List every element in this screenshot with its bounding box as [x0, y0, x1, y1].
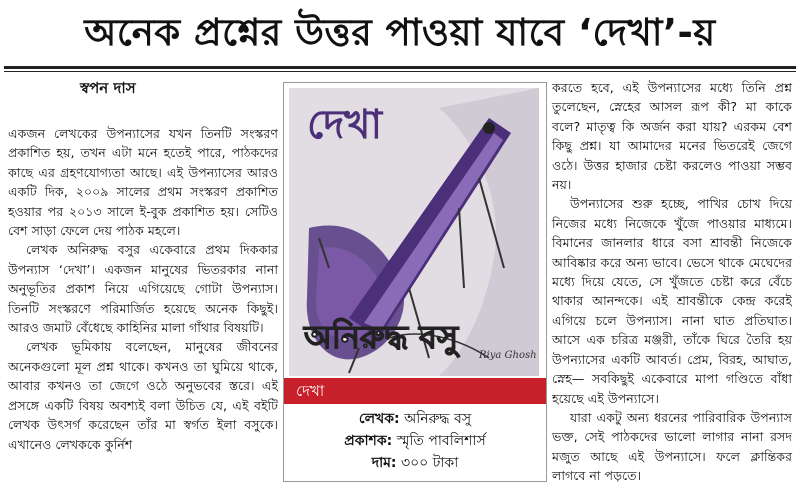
- headline-rule-thin: [4, 71, 796, 72]
- author-value: অনিরুদ্ধ বসু: [404, 411, 472, 427]
- price-value: ৩০০ টাকা: [400, 455, 459, 471]
- cover-author: অনিরুদ্ধ বসু: [304, 318, 459, 356]
- publisher-value: স্মৃতি পাবলিশার্স: [396, 433, 486, 449]
- cover-title: দেখা: [307, 102, 383, 148]
- book-cover-art: [289, 88, 539, 376]
- author-line: [284, 408, 546, 430]
- publisher-label: প্রকাশক:: [344, 433, 393, 449]
- article-column-1: [8, 124, 278, 454]
- paragraph: উপন্যাসের শুরু হচ্ছে, পাখির চোখ দিয়ে নিজের মধ্যে নিজেকে খুঁজে পাওয়ার মাধ্যমে। বিমানের জানলার ধারে বসা শ্রাবন্তী নিজেকে আবিষ্কার করে অন্য ভাবে। ভেসে থাকে মেঘেদের মধ্যে দিয়ে যেতে, সে খুঁজতে চেষ্টা করে বেঁচে থাকার আনন্দকে। এই শ্রাবন্তীকে কেন্দ্র করেই এগিয়ে চলে উপন্যাস। নানা ঘাত প্রতিঘাত। আসে এক চরিত্র মঞ্জরী, তাঁকে ঘিরে তৈরি হয় উপন্যাসের একটি আবর্ত। প্রেম, বিরহ, আঘাত, স্নেহ— সবকিছুই একেবারে মাপা গণ্ডিতে বাঁধা হয়েছে এই উপন্যাসে।: [552, 196, 792, 406]
- publisher-line: [284, 430, 546, 452]
- price-line: [284, 452, 546, 474]
- book-info: [284, 408, 546, 474]
- author-label: লেখক:: [358, 411, 400, 427]
- book-cover: [289, 88, 539, 376]
- book-figure: [283, 82, 547, 482]
- cover-signature: Riya Ghosh: [479, 350, 537, 361]
- paragraph: করতে হবে, এই উপন্যাসের মধ্যে তিনি প্রশ্ন তুলেছেন, স্নেহের আসল রূপ কী? মা কাকে বলে? মাতৃত্ব কি অর্জন করা যায়? এরকম বেশ কিছু প্রশ্ন। যা আমাদের মনের ভিতরেই জেগে ওঠে। উত্তর হাজার চেষ্টা করলেও পাওয়া সম্ভব নয়।: [552, 80, 792, 193]
- paragraph: যারা একটু অন্য ধরনের পারিবারিক উপন্যাস ভক্ত, সেই পাঠকদের ভালো লাগার নানা রসদ মজুত আছে এই উপন্যাসে। ফলে ক্লান্তিকর লাগবে না পড়তে।: [552, 409, 792, 484]
- byline: স্বপন দাস: [80, 79, 136, 97]
- paragraph: লেখক অনিরুদ্ধ বসুর একেবারে প্রথম দিককার উপন্যাস ‘দেখা’। একজন মানুষের ভিতরকার নানা অনুভূতির প্রকাশ নিয়ে এগিয়েছে গোটা উপন্যাস। তিনটি সংস্করণে পরিমার্জিত হয়েছে অনেক কিছুই। আরও জমাট বেঁধেছে কাহিনির মালা গাঁথার বিষয়টি।: [8, 242, 278, 336]
- headline-rule: [4, 66, 796, 69]
- article-column-3: [552, 78, 792, 486]
- price-label: দাম:: [371, 455, 397, 471]
- paragraph: লেখক ভূমিকায় বলেছেন, মানুষের জীবনের অনেকগুলো মূল প্রশ্ন থাকে। কখনও তা ঘুমিয়ে থাকে, আবার কখনও তা জেগে ওঠে অনুভবের স্তরে। এই প্রসঙ্গে একটি বিষয় অবশ্যই বলা উচিত যে, এই বইটি লেখক উৎসর্গ করেছেন তাঁর মা স্বর্গত ইলা বসুকে। এখানেও লেখককে কুর্নিশ: [8, 339, 278, 452]
- headline: অনেক প্রশ্নের উত্তর পাওয়া যাবে ‘দেখা’-য়: [84, 11, 716, 54]
- paragraph: একজন লেখকের উপন্যাসের যখন তিনটি সংস্করণ প্রকাশিত হয়, তখন এটা মনে হতেই পারে, পাঠকদের কাছে এর গ্রহণযোগ্যতা আছে। এই উপন্যাসের আরও একটি দিক, ২০০৯ সালের প্রথম সংস্করণ প্রকাশিত হওয়ার পর ২০১৩ সালে ই-বুক প্রকাশিত হয়। সেটিও বেশ সাড়া ফেলে দেয় পাঠক মহলে।: [8, 126, 278, 239]
- figure-caption-bar: দেখা: [284, 378, 546, 404]
